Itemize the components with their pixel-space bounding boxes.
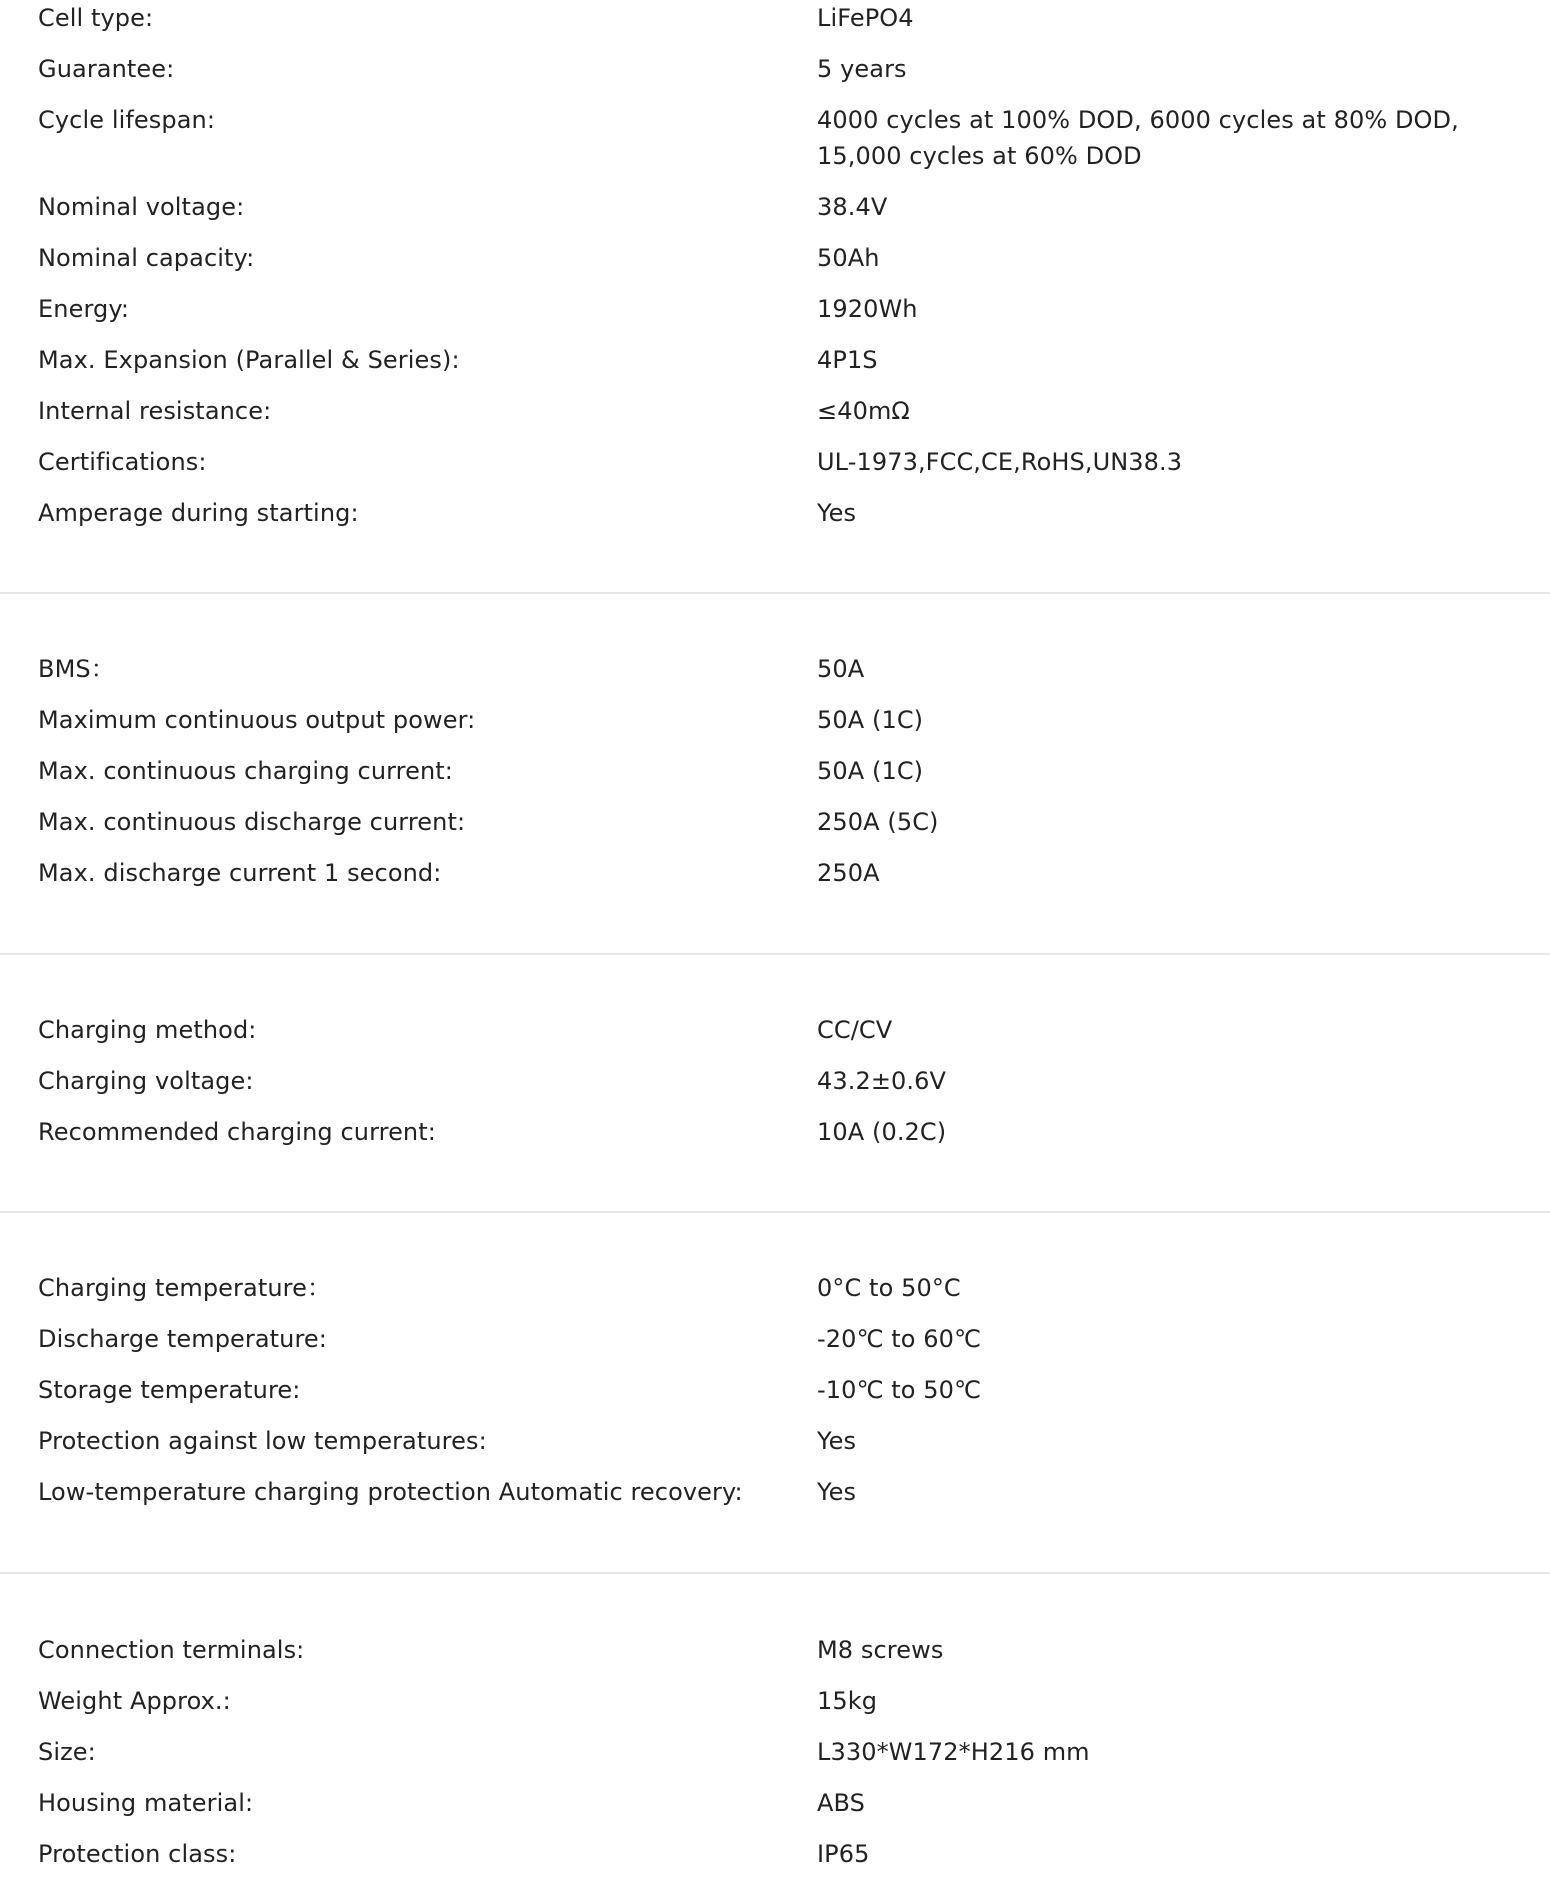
spec-label: Max. continuous discharge current: bbox=[38, 808, 466, 836]
spec-value: M8 screws bbox=[817, 1636, 944, 1664]
spec-group-general bbox=[0, 0, 1550, 546]
spec-value: 5 years bbox=[817, 55, 907, 83]
spec-row-storage-temperature bbox=[0, 1372, 1550, 1423]
spec-label: Internal resistance: bbox=[38, 397, 272, 425]
spec-row-weight bbox=[0, 1683, 1550, 1734]
spec-value: -10℃ to 50℃ bbox=[817, 1376, 982, 1404]
spec-value: 4000 cycles at 100% DOD, 6000 cycles at 80% DOD, 15,000 cycles at 60% DOD bbox=[817, 106, 1459, 170]
section-divider bbox=[0, 1572, 1550, 1574]
spec-label: Energy: bbox=[38, 295, 130, 323]
spec-value: ABS bbox=[817, 1789, 865, 1817]
spec-label: Low-temperature charging protection Automatic recovery: bbox=[38, 1478, 743, 1506]
spec-value: 50A (1C) bbox=[817, 757, 924, 785]
spec-value: 250A (5C) bbox=[817, 808, 939, 836]
spec-label: Charging method: bbox=[38, 1016, 257, 1044]
spec-label: Storage temperature: bbox=[38, 1376, 301, 1404]
spec-row-charging-voltage bbox=[0, 1063, 1550, 1114]
spec-label: Maximum continuous output power: bbox=[38, 706, 476, 734]
spec-value: 50A bbox=[817, 655, 865, 683]
spec-row-cell-type bbox=[0, 0, 1550, 51]
spec-value: 50Ah bbox=[817, 244, 880, 272]
spec-label: Discharge temperature: bbox=[38, 1325, 327, 1353]
spec-value: Yes bbox=[817, 499, 857, 527]
spec-row-energy bbox=[0, 291, 1550, 342]
spec-value: Yes bbox=[817, 1427, 857, 1455]
spec-value: 4P1S bbox=[817, 346, 878, 374]
spec-row-max-output-power bbox=[0, 702, 1550, 753]
spec-label: Housing material: bbox=[38, 1789, 254, 1817]
spec-value: LiFePO4 bbox=[817, 4, 914, 32]
spec-value: 10A (0.2C) bbox=[817, 1118, 947, 1146]
spec-row-max-charging-current bbox=[0, 753, 1550, 804]
spec-row-size bbox=[0, 1734, 1550, 1785]
spec-group-charging bbox=[0, 1012, 1550, 1165]
spec-label: Max. discharge current 1 second: bbox=[38, 859, 442, 887]
spec-row-internal-resistance bbox=[0, 393, 1550, 444]
spec-row-guarantee bbox=[0, 51, 1550, 102]
section-divider bbox=[0, 953, 1550, 955]
spec-value: 38.4V bbox=[817, 193, 888, 221]
spec-label: Connection terminals: bbox=[38, 1636, 305, 1664]
spec-row-max-discharge-current bbox=[0, 804, 1550, 855]
spec-row-amperage-starting bbox=[0, 495, 1550, 546]
spec-label: Cycle lifespan: bbox=[38, 106, 216, 134]
spec-value: 50A (1C) bbox=[817, 706, 924, 734]
spec-label: Protection against low temperatures: bbox=[38, 1427, 487, 1455]
spec-value: 250A bbox=[817, 859, 880, 887]
spec-value: 15kg bbox=[817, 1687, 878, 1715]
spec-label: Certifications: bbox=[38, 448, 207, 476]
spec-row-max-discharge-1s bbox=[0, 855, 1550, 906]
spec-value: IP65 bbox=[817, 1840, 870, 1868]
spec-group-temperature bbox=[0, 1270, 1550, 1525]
spec-row-connection-terminals bbox=[0, 1632, 1550, 1683]
spec-row-low-temp-auto-recovery bbox=[0, 1474, 1550, 1525]
spec-value: -20℃ to 60℃ bbox=[817, 1325, 982, 1353]
spec-row-certifications bbox=[0, 444, 1550, 495]
section-divider bbox=[0, 1211, 1550, 1213]
spec-label: Charging voltage: bbox=[38, 1067, 254, 1095]
spec-value: Yes bbox=[817, 1478, 857, 1506]
spec-label: Max. continuous charging current: bbox=[38, 757, 453, 785]
spec-value: 0°C to 50°C bbox=[817, 1274, 961, 1302]
spec-label: Size: bbox=[38, 1738, 96, 1766]
section-divider bbox=[0, 592, 1550, 594]
spec-label: Guarantee: bbox=[38, 55, 175, 83]
spec-label: Weight Approx.: bbox=[38, 1687, 231, 1715]
spec-value: 1920Wh bbox=[817, 295, 918, 323]
spec-label: Nominal voltage: bbox=[38, 193, 245, 221]
spec-value: L330*W172*H216 mm bbox=[817, 1738, 1090, 1766]
spec-row-bms bbox=[0, 651, 1550, 702]
spec-group-physical bbox=[0, 1632, 1550, 1887]
spec-label: Charging temperature： bbox=[38, 1274, 332, 1302]
spec-value: 43.2±0.6V bbox=[817, 1067, 947, 1095]
spec-value: UL-1973,FCC,CE,RoHS,UN38.3 bbox=[817, 448, 1183, 476]
spec-label: BMS： bbox=[38, 655, 115, 683]
spec-row-max-expansion bbox=[0, 342, 1550, 393]
spec-row-nominal-capacity bbox=[0, 240, 1550, 291]
spec-row-charging-temperature bbox=[0, 1270, 1550, 1321]
spec-label: Nominal capacity: bbox=[38, 244, 255, 272]
spec-label: Protection class: bbox=[38, 1840, 237, 1868]
spec-row-charging-method bbox=[0, 1012, 1550, 1063]
spec-row-low-temp-protection bbox=[0, 1423, 1550, 1474]
spec-row-recommended-charging-current bbox=[0, 1114, 1550, 1165]
spec-label: Recommended charging current: bbox=[38, 1118, 436, 1146]
spec-row-housing-material bbox=[0, 1785, 1550, 1836]
spec-row-cycle-lifespan bbox=[0, 102, 1550, 189]
spec-value: ≤40mΩ bbox=[817, 397, 910, 425]
spec-row-protection-class bbox=[0, 1836, 1550, 1887]
spec-row-nominal-voltage bbox=[0, 189, 1550, 240]
spec-group-bms bbox=[0, 651, 1550, 906]
spec-row-discharge-temperature bbox=[0, 1321, 1550, 1372]
spec-label: Amperage during starting: bbox=[38, 499, 359, 527]
spec-label: Max. Expansion (Parallel & Series): bbox=[38, 346, 460, 374]
spec-label: Cell type: bbox=[38, 4, 154, 32]
spec-value: CC/CV bbox=[817, 1016, 893, 1044]
